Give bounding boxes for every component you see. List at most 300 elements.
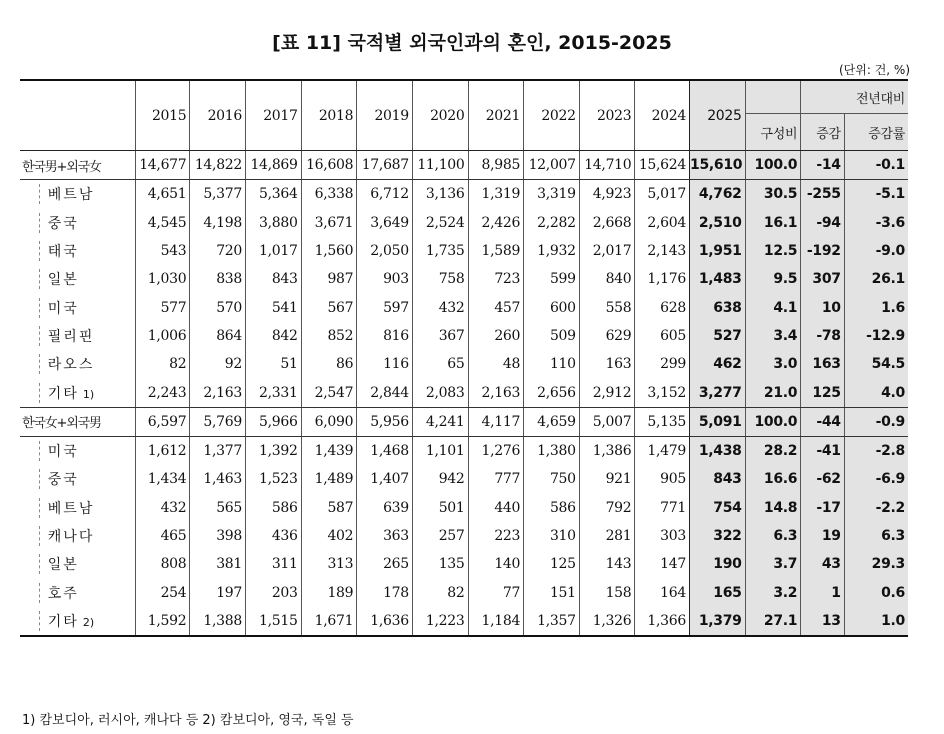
- cell-value: -9.0: [844, 237, 908, 265]
- cell-value: 2,912: [579, 378, 635, 407]
- cell-value: 1,589: [468, 237, 524, 265]
- cell-value: 2,426: [468, 209, 524, 237]
- table-row: [20, 522, 908, 550]
- cell-value: 125: [524, 550, 580, 578]
- cell-value: 6,090: [301, 407, 357, 436]
- country-label: [20, 180, 135, 209]
- table-header: [20, 80, 908, 151]
- cell-value: 16.6: [745, 465, 801, 493]
- cell-value: -3.6: [844, 209, 908, 237]
- cell-value: 21.0: [745, 378, 801, 407]
- cell-value: 143: [579, 550, 635, 578]
- cell-value: 14,869: [246, 151, 302, 180]
- cell-value: 1,636: [357, 607, 413, 636]
- cell-value: 14,710: [579, 151, 635, 180]
- cell-value: 1,560: [301, 237, 357, 265]
- cell-value: 147: [635, 550, 690, 578]
- country-label: [20, 350, 135, 378]
- cell-value: 165: [690, 578, 746, 606]
- country-name-text: 기타: [47, 613, 79, 630]
- cell-value: 4,762: [690, 180, 746, 209]
- country-name: [39, 498, 132, 518]
- cell-value: 903: [357, 265, 413, 293]
- cell-value: 1,479: [635, 436, 690, 465]
- cell-value: 843: [246, 265, 302, 293]
- cell-value: 5,364: [246, 180, 302, 209]
- table-row-group-total: [20, 407, 908, 436]
- cell-value: -94: [801, 209, 844, 237]
- group-label: 한국男+외국女: [20, 151, 135, 180]
- cell-value: 792: [579, 494, 635, 522]
- country-name-text: 캐나다: [47, 529, 95, 545]
- cell-value: 1,438: [690, 436, 746, 465]
- cell-value: 11,100: [412, 151, 468, 180]
- country-label: [20, 209, 135, 237]
- table-row: [20, 237, 908, 265]
- cell-value: 310: [524, 522, 580, 550]
- table-row: [20, 607, 908, 636]
- table-title: [표 11] 국적별 외국인과의 혼인, 2015-2025: [272, 32, 672, 54]
- cell-value: 3,319: [524, 180, 580, 209]
- cell-value: 2,668: [579, 209, 635, 237]
- table-body: [20, 151, 908, 637]
- table-row-group-total: [20, 151, 908, 180]
- country-label: [20, 265, 135, 293]
- header-share: 구성비: [745, 114, 801, 151]
- cell-value: 265: [357, 550, 413, 578]
- cell-value: -6.9: [844, 465, 908, 493]
- cell-value: 3,152: [635, 378, 690, 407]
- country-name: [39, 354, 132, 374]
- cell-value: 1,468: [357, 436, 413, 465]
- cell-value: 163: [579, 350, 635, 378]
- cell-value: 223: [468, 522, 524, 550]
- cell-value: 3.7: [745, 550, 801, 578]
- cell-value: 3.2: [745, 578, 801, 606]
- cell-value: 2,331: [246, 378, 302, 407]
- cell-value: 1,735: [412, 237, 468, 265]
- country-name: [39, 241, 132, 261]
- country-label: [20, 578, 135, 606]
- header-year: 2019: [357, 80, 413, 151]
- cell-value: 363: [357, 522, 413, 550]
- cell-value: 260: [468, 322, 524, 350]
- cell-value: 1,377: [190, 436, 246, 465]
- cell-value: 402: [301, 522, 357, 550]
- group-label: 한국女+외국男: [20, 407, 135, 436]
- cell-value: 462: [690, 350, 746, 378]
- cell-value: 758: [412, 265, 468, 293]
- table-row: [20, 578, 908, 606]
- cell-value: 398: [190, 522, 246, 550]
- cell-value: 100.0: [745, 151, 801, 180]
- cell-value: 942: [412, 465, 468, 493]
- header-year: 2022: [524, 80, 580, 151]
- cell-value: 5,966: [246, 407, 302, 436]
- cell-value: 3.4: [745, 322, 801, 350]
- cell-value: 190: [690, 550, 746, 578]
- cell-value: 178: [357, 578, 413, 606]
- cell-value: 313: [301, 550, 357, 578]
- cell-value: 639: [357, 494, 413, 522]
- cell-value: 14,822: [190, 151, 246, 180]
- header-year: 2016: [190, 80, 246, 151]
- cell-value: 777: [468, 465, 524, 493]
- cell-value: 203: [246, 578, 302, 606]
- cell-value: 3,671: [301, 209, 357, 237]
- cell-value: 2,163: [468, 378, 524, 407]
- cell-value: 151: [524, 578, 580, 606]
- cell-value: 3.0: [745, 350, 801, 378]
- unit-label: (단위: 건, %): [838, 63, 910, 77]
- cell-value: 1,326: [579, 607, 635, 636]
- country-name: [39, 383, 132, 403]
- cell-value: 303: [635, 522, 690, 550]
- cell-value: 587: [301, 494, 357, 522]
- cell-value: 440: [468, 494, 524, 522]
- cell-value: 27.1: [745, 607, 801, 636]
- cell-value: 864: [190, 322, 246, 350]
- cell-value: 905: [635, 465, 690, 493]
- cell-value: 158: [579, 578, 635, 606]
- cell-value: 4,117: [468, 407, 524, 436]
- cell-value: 457: [468, 293, 524, 321]
- cell-value: 6,597: [135, 407, 190, 436]
- cell-value: 628: [635, 293, 690, 321]
- cell-value: 1,612: [135, 436, 190, 465]
- cell-value: 1,184: [468, 607, 524, 636]
- footnote: 1) 캄보디아, 러시아, 캐나다 등 2) 캄보디아, 영국, 독일 등: [22, 713, 354, 728]
- cell-value: 1,017: [246, 237, 302, 265]
- header-year: 2021: [468, 80, 524, 151]
- cell-value: 3,136: [412, 180, 468, 209]
- header-year: 2017: [246, 80, 302, 151]
- header-change-rate: 증감률: [844, 114, 908, 151]
- cell-value: 543: [135, 237, 190, 265]
- cell-value: 1,463: [190, 465, 246, 493]
- footnote-marker: 1): [82, 387, 95, 401]
- country-name-text: 베트남: [47, 187, 95, 204]
- cell-value: 281: [579, 522, 635, 550]
- country-name-text: 기타: [47, 385, 79, 402]
- cell-value: 12.5: [745, 237, 801, 265]
- cell-value: 2,547: [301, 378, 357, 407]
- cell-value: 1,523: [246, 465, 302, 493]
- country-name-text: 일본: [47, 272, 79, 289]
- header-year: 2018: [301, 80, 357, 151]
- cell-value: 586: [524, 494, 580, 522]
- cell-value: 5,017: [635, 180, 690, 209]
- cell-value: 10: [801, 293, 844, 321]
- cell-value: 3,880: [246, 209, 302, 237]
- cell-value: 605: [635, 322, 690, 350]
- cell-value: 12,007: [524, 151, 580, 180]
- cell-value: 6,338: [301, 180, 357, 209]
- country-label: [20, 522, 135, 550]
- cell-value: 1,276: [468, 436, 524, 465]
- cell-value: -192: [801, 237, 844, 265]
- cell-value: 4.0: [844, 378, 908, 407]
- cell-value: 4,651: [135, 180, 190, 209]
- cell-value: 1,932: [524, 237, 580, 265]
- cell-value: 852: [301, 322, 357, 350]
- cell-value: 15,610: [690, 151, 746, 180]
- cell-value: 842: [246, 322, 302, 350]
- cell-value: 19: [801, 522, 844, 550]
- country-name: [39, 298, 132, 318]
- cell-value: 4,923: [579, 180, 635, 209]
- country-name: [39, 269, 132, 289]
- cell-value: 723: [468, 265, 524, 293]
- country-label: [20, 322, 135, 350]
- cell-value: 14.8: [745, 494, 801, 522]
- cell-value: 125: [801, 378, 844, 407]
- country-name-text: 일본: [47, 557, 79, 574]
- cell-value: 754: [690, 494, 746, 522]
- cell-value: 2,083: [412, 378, 468, 407]
- cell-value: 43: [801, 550, 844, 578]
- cell-value: 4.1: [745, 293, 801, 321]
- cell-value: 254: [135, 578, 190, 606]
- cell-value: 2,282: [524, 209, 580, 237]
- cell-value: 2,604: [635, 209, 690, 237]
- footnote-marker: 2): [82, 615, 95, 629]
- country-name-text: 중국: [47, 215, 79, 232]
- cell-value: 1,319: [468, 180, 524, 209]
- cell-value: 2,656: [524, 378, 580, 407]
- cell-value: -12.9: [844, 322, 908, 350]
- table-row: [20, 322, 908, 350]
- cell-value: 82: [412, 578, 468, 606]
- cell-value: 577: [135, 293, 190, 321]
- cell-value: 1.0: [844, 607, 908, 636]
- cell-value: -62: [801, 465, 844, 493]
- cell-value: 1,951: [690, 237, 746, 265]
- cell-value: 432: [135, 494, 190, 522]
- cell-value: 5,769: [190, 407, 246, 436]
- cell-value: 116: [357, 350, 413, 378]
- cell-value: 14,677: [135, 151, 190, 180]
- country-name: [39, 213, 132, 233]
- cell-value: 2,243: [135, 378, 190, 407]
- country-name: [39, 611, 132, 631]
- cell-value: 1,223: [412, 607, 468, 636]
- cell-value: 2,017: [579, 237, 635, 265]
- cell-value: 1,176: [635, 265, 690, 293]
- cell-value: 30.5: [745, 180, 801, 209]
- country-name-text: 필리핀: [47, 328, 95, 345]
- cell-value: 840: [579, 265, 635, 293]
- cell-value: -14: [801, 151, 844, 180]
- cell-value: 16,608: [301, 151, 357, 180]
- cell-value: 16.1: [745, 209, 801, 237]
- cell-value: 1,006: [135, 322, 190, 350]
- cell-value: 86: [301, 350, 357, 378]
- cell-value: 5,091: [690, 407, 746, 436]
- cell-value: 5,007: [579, 407, 635, 436]
- cell-value: 1,380: [524, 436, 580, 465]
- table-row: [20, 378, 908, 407]
- cell-value: -78: [801, 322, 844, 350]
- cell-value: 3,649: [357, 209, 413, 237]
- cell-value: -44: [801, 407, 844, 436]
- table-row: [20, 209, 908, 237]
- cell-value: 13: [801, 607, 844, 636]
- country-name: [39, 554, 132, 574]
- country-name-text: 중국: [47, 472, 79, 489]
- cell-value: 5,956: [357, 407, 413, 436]
- country-label: [20, 378, 135, 407]
- country-name-text: 미국: [47, 444, 79, 461]
- header-year: 2024: [635, 80, 690, 151]
- cell-value: 1,366: [635, 607, 690, 636]
- country-name: [39, 526, 132, 546]
- cell-value: 2,163: [190, 378, 246, 407]
- cell-value: 197: [190, 578, 246, 606]
- cell-value: 140: [468, 550, 524, 578]
- cell-value: 808: [135, 550, 190, 578]
- table-row: [20, 550, 908, 578]
- cell-value: 1,392: [246, 436, 302, 465]
- cell-value: 1,483: [690, 265, 746, 293]
- cell-value: 987: [301, 265, 357, 293]
- cell-value: 771: [635, 494, 690, 522]
- header-corner: [20, 80, 135, 151]
- country-name-text: 호주: [47, 585, 79, 602]
- cell-value: -0.1: [844, 151, 908, 180]
- cell-value: -0.9: [844, 407, 908, 436]
- cell-value: 4,545: [135, 209, 190, 237]
- cell-value: 110: [524, 350, 580, 378]
- cell-value: 189: [301, 578, 357, 606]
- cell-value: 541: [246, 293, 302, 321]
- cell-value: 527: [690, 322, 746, 350]
- table-row: [20, 436, 908, 465]
- cell-value: 570: [190, 293, 246, 321]
- cell-value: 65: [412, 350, 468, 378]
- cell-value: 1: [801, 578, 844, 606]
- cell-value: -41: [801, 436, 844, 465]
- cell-value: 586: [246, 494, 302, 522]
- country-name-text: 태국: [47, 244, 79, 261]
- cell-value: 720: [190, 237, 246, 265]
- cell-value: 1,030: [135, 265, 190, 293]
- cell-value: 1,407: [357, 465, 413, 493]
- country-name-text: 미국: [47, 300, 79, 317]
- cell-value: 77: [468, 578, 524, 606]
- cell-value: 367: [412, 322, 468, 350]
- cell-value: 6.3: [844, 522, 908, 550]
- cell-value: 92: [190, 350, 246, 378]
- cell-value: 600: [524, 293, 580, 321]
- table-row: [20, 265, 908, 293]
- country-label: [20, 436, 135, 465]
- cell-value: 465: [135, 522, 190, 550]
- country-label: [20, 237, 135, 265]
- table-row: [20, 293, 908, 321]
- cell-value: 299: [635, 350, 690, 378]
- cell-value: 381: [190, 550, 246, 578]
- cell-value: 5,135: [635, 407, 690, 436]
- cell-value: 629: [579, 322, 635, 350]
- cell-value: 82: [135, 350, 190, 378]
- country-name: [39, 184, 132, 204]
- cell-value: 2,143: [635, 237, 690, 265]
- cell-value: 599: [524, 265, 580, 293]
- cell-value: 322: [690, 522, 746, 550]
- country-name-text: 베트남: [47, 500, 95, 517]
- cell-value: 436: [246, 522, 302, 550]
- cell-value: 54.5: [844, 350, 908, 378]
- cell-value: -255: [801, 180, 844, 209]
- cell-value: 0.6: [844, 578, 908, 606]
- cell-value: 1,439: [301, 436, 357, 465]
- table-row: [20, 494, 908, 522]
- cell-value: 2,050: [357, 237, 413, 265]
- cell-value: 1,671: [301, 607, 357, 636]
- cell-value: 750: [524, 465, 580, 493]
- cell-value: 509: [524, 322, 580, 350]
- cell-value: 1,379: [690, 607, 746, 636]
- table-row: [20, 180, 908, 209]
- cell-value: 816: [357, 322, 413, 350]
- header-year: 2023: [579, 80, 635, 151]
- cell-value: 1,592: [135, 607, 190, 636]
- cell-value: 5,377: [190, 180, 246, 209]
- cell-value: 843: [690, 465, 746, 493]
- country-name: [39, 583, 132, 603]
- cell-value: 6,712: [357, 180, 413, 209]
- cell-value: 838: [190, 265, 246, 293]
- cell-value: 26.1: [844, 265, 908, 293]
- header-year: 2015: [135, 80, 190, 151]
- cell-value: 4,198: [190, 209, 246, 237]
- cell-value: 15,624: [635, 151, 690, 180]
- marriage-table: [20, 79, 908, 637]
- cell-value: 307: [801, 265, 844, 293]
- country-name: [39, 326, 132, 346]
- country-label: [20, 550, 135, 578]
- country-label: [20, 465, 135, 493]
- cell-value: 2,524: [412, 209, 468, 237]
- cell-value: -5.1: [844, 180, 908, 209]
- cell-value: 1,515: [246, 607, 302, 636]
- country-name-text: 라오스: [47, 357, 95, 374]
- cell-value: 567: [301, 293, 357, 321]
- cell-value: 29.3: [844, 550, 908, 578]
- cell-value: 48: [468, 350, 524, 378]
- cell-value: 164: [635, 578, 690, 606]
- cell-value: 311: [246, 550, 302, 578]
- country-name: [39, 469, 132, 489]
- cell-value: 1,357: [524, 607, 580, 636]
- table-row: [20, 465, 908, 493]
- cell-value: 558: [579, 293, 635, 321]
- cell-value: 2,844: [357, 378, 413, 407]
- cell-value: 163: [801, 350, 844, 378]
- cell-value: 51: [246, 350, 302, 378]
- header-share-top: [745, 80, 801, 114]
- cell-value: 1,489: [301, 465, 357, 493]
- header-change: 증감: [801, 114, 844, 151]
- cell-value: 2,510: [690, 209, 746, 237]
- cell-value: 432: [412, 293, 468, 321]
- cell-value: 501: [412, 494, 468, 522]
- header-yoy: 전년대비: [801, 80, 908, 114]
- cell-value: 597: [357, 293, 413, 321]
- cell-value: 17,687: [357, 151, 413, 180]
- cell-value: 135: [412, 550, 468, 578]
